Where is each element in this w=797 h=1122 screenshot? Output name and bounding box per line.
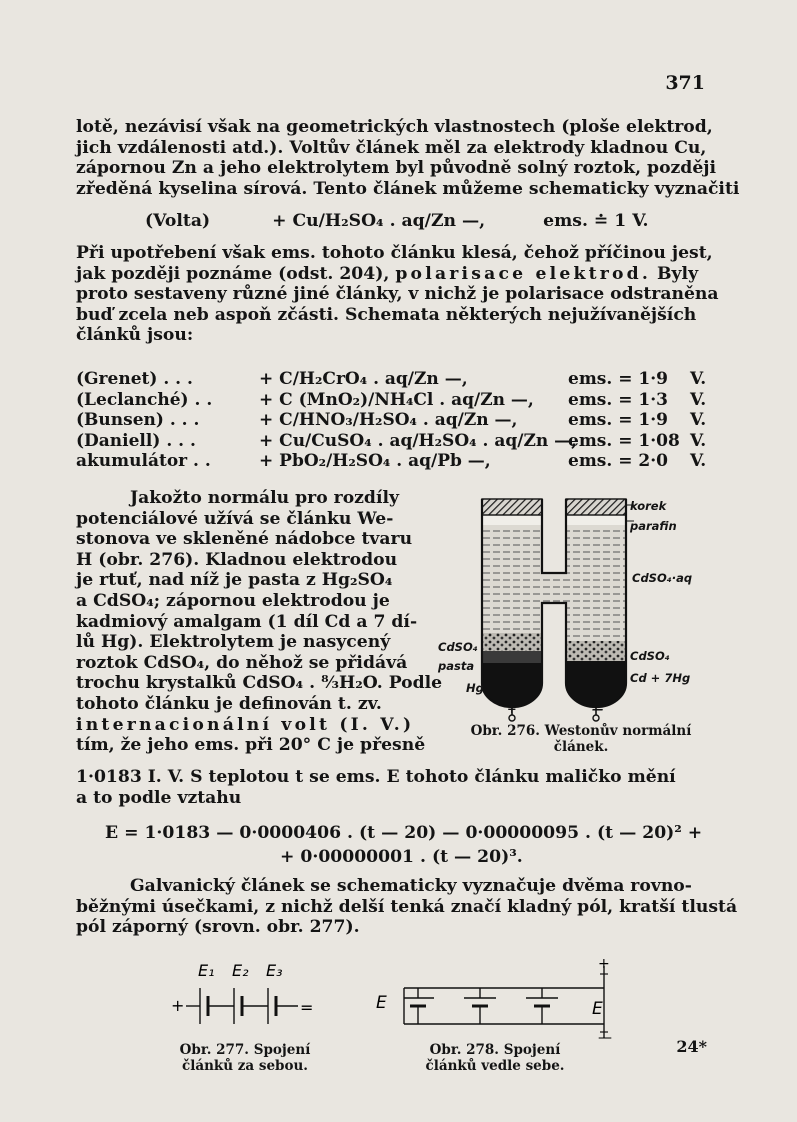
cell-ems: ems. = 1·08	[568, 430, 680, 451]
label-e-right: E	[592, 999, 603, 1019]
weston-cell-drawing	[432, 493, 722, 743]
cell-formula: + PbO₂/H₂SO₄ . aq/Pb —,	[259, 451, 491, 472]
polar-line-tail: Byly	[657, 263, 699, 284]
label-korek: korek	[630, 499, 667, 513]
polar-line-start: jak později poznáme (odst. 204),	[76, 263, 390, 284]
weston-line: kadmiový amalgam (1 díl Cd a 7 dí-	[76, 611, 418, 632]
cell-row	[76, 451, 706, 472]
cell-name: akumulátor . .	[76, 451, 211, 472]
label-cd-7hg: Cd + 7Hg	[630, 671, 691, 685]
figure-weston-cell	[432, 493, 722, 755]
weston-line: tohoto článku je definován t. zv.	[76, 693, 382, 714]
label-cdso4-left: CdSO₄	[438, 640, 478, 654]
polar-line: článků jsou:	[76, 325, 194, 346]
page-number: 371	[665, 72, 705, 94]
label-cdso4-right: CdSO₄	[630, 649, 670, 663]
polar-line: buď zcela neb aspoň zčásti. Schemata některých nejužívanějších	[76, 304, 697, 325]
label-e3: E₃	[266, 961, 283, 980]
weston-line: H (obr. 276). Kladnou elektrodou	[76, 549, 398, 570]
cell-row	[76, 431, 706, 452]
label-e2: E₂	[232, 961, 249, 980]
cell-schemes-table	[76, 369, 706, 472]
intro-paragraph	[76, 117, 740, 199]
label-pasta: pasta	[438, 659, 475, 673]
cell-name: (Daniell) . . .	[76, 430, 196, 451]
cell-unit: V.	[690, 430, 707, 451]
crystals-right	[566, 641, 626, 661]
caption-line: Obr. 278. Spojení	[429, 1042, 561, 1058]
label-e1: E₁	[198, 961, 215, 980]
label-plus: +	[507, 702, 517, 716]
volta-scheme	[145, 211, 649, 231]
cork-left	[482, 499, 542, 515]
paraffin-left	[482, 515, 542, 525]
formula-line-2: + 0·00000001 . (t — 20)³.	[280, 847, 523, 867]
polar-line-2	[76, 264, 704, 285]
cell-ems: ems. = 2·0	[568, 451, 668, 472]
caption-line: Obr. 277. Spojení	[179, 1042, 311, 1058]
weston-line: tím, že jeho ems. při 20° C je přesně	[76, 735, 426, 756]
cell-row	[76, 369, 706, 390]
polar-spaced-term: polarisace elektrod.	[395, 263, 652, 284]
galv-line: Galvanický článek se schematicky vyznačuje dvěma rovno-	[130, 876, 692, 896]
polar-line: Při upotřebení však ems. tohoto článku klesá, čehož příčinou jest,	[76, 243, 713, 263]
temp-line: 1·0183 I. V. S teplotou t se ems. E tohoto článku maličko mění	[76, 767, 676, 787]
label-minus: —	[592, 702, 604, 716]
weston-line: trochu krystalků CdSO₄ . ⁸⁄₃H₂O. Podle	[76, 673, 443, 694]
crystals-left	[482, 633, 542, 651]
label-hg: Hg	[466, 681, 484, 695]
weston-line: je rtuť, nad níž je pasta z Hg₂SO₄	[76, 570, 393, 591]
cell-unit: V.	[690, 389, 707, 410]
cell-name: (Grenet) . . .	[76, 369, 193, 389]
caption-line: článků vedle sebe.	[425, 1058, 565, 1074]
cell-name: (Leclanché) . .	[76, 389, 213, 410]
polar-line: proto sestaveny různé jiné články, v nichž je polarisace odstraněna	[76, 284, 719, 305]
figure-parallel-connection	[376, 952, 626, 1042]
galv-line: pól záporný (srovn. obr. 277).	[76, 917, 360, 938]
weston-paragraph	[76, 488, 443, 756]
weston-line: lů Hg). Elektrolytem je nasycený	[76, 632, 391, 653]
cell-row	[76, 390, 706, 411]
cell-ems: ems. = 1·9	[568, 369, 668, 389]
weston-line: internacionální volt (I. V.)	[76, 714, 415, 735]
paraffin-right	[566, 515, 626, 525]
paste-left	[482, 651, 542, 663]
temp-line: a to podle vztahu	[76, 787, 242, 808]
intro-line: zápornou Zn a jeho elektrolytem byl původně solný roztok, později	[76, 158, 716, 179]
caption-line: článků za sebou.	[181, 1058, 309, 1074]
cell-formula: + C/HNO₃/H₂SO₄ . aq/Zn —,	[259, 410, 518, 431]
caption-fig276	[446, 723, 716, 755]
cell-ems: ems. = 1·3	[568, 389, 668, 410]
cell-formula: + C/H₂CrO₄ . aq/Zn —,	[259, 369, 468, 389]
label-e-left: E	[376, 993, 387, 1013]
cell-formula: + Cu/CuSO₄ . aq/H₂SO₄ . aq/Zn —,	[259, 430, 578, 451]
formula-line-1: E = 1·0183 — 0·0000406 . (t — 20) — 0·00000095 . (t — 20)² +	[105, 823, 703, 843]
volta-ems: ems. ≐ 1 V.	[543, 211, 649, 231]
cell-formula: + C (MnO₂)/NH₄Cl . aq/Zn —,	[259, 389, 534, 410]
weston-line: Jakožto normálu pro rozdíly	[130, 488, 399, 508]
weston-line: potenciálové užívá se článku We-	[76, 508, 394, 529]
cell-unit: V.	[690, 451, 707, 472]
volta-name: (Volta)	[145, 211, 211, 231]
polarisation-paragraph	[76, 243, 719, 346]
galvanic-paragraph	[76, 876, 738, 938]
series-minus: =	[300, 998, 314, 1017]
label-cdso4-aq: CdSO₄·aq	[632, 571, 693, 585]
signature-mark: 24*	[676, 1037, 707, 1056]
intro-line: lotě, nezávisí však na geometrických vlastnostech (ploše elektrod,	[76, 117, 713, 137]
caption-fig277	[150, 1042, 340, 1074]
intro-line: jich vzdálenosti atd.). Voltův článek měl za elektrody kladnou Cu,	[76, 137, 707, 158]
weston-line: roztok CdSO₄, do něhož se přidává	[76, 652, 408, 673]
cork-right	[566, 499, 626, 515]
cell-unit: V.	[690, 369, 707, 389]
cell-row	[76, 410, 706, 431]
caption-fig278	[400, 1042, 590, 1074]
caption-line: Obr. 276. Westonův normální	[470, 723, 692, 739]
cell-ems: ems. = 1·9	[568, 410, 668, 431]
label-parafin: parafin	[630, 519, 677, 533]
cell-name: (Bunsen) . . .	[76, 410, 200, 431]
volta-formula: + Cu/H₂SO₄ . aq/Zn —,	[272, 211, 486, 231]
figure-series-connection	[168, 958, 328, 1038]
caption-line: článek.	[553, 739, 609, 755]
galv-line: běžnými úsečkami, z nichž delší tenká značí kladný pól, kratší tlustá	[76, 896, 738, 917]
temperature-paragraph	[76, 767, 704, 808]
parallel-plus: +	[598, 956, 610, 972]
parallel-minus: —	[598, 1030, 612, 1042]
weston-line: stonova ve skleněné nádobce tvaru	[76, 529, 413, 550]
weston-line: a CdSO₄; zápornou elektrodou je	[76, 590, 390, 611]
series-plus: +	[171, 996, 185, 1015]
intro-line: zředěná kyselina sírová. Tento článek můžeme schematicky vyznačiti	[76, 178, 740, 199]
cell-unit: V.	[690, 410, 707, 431]
